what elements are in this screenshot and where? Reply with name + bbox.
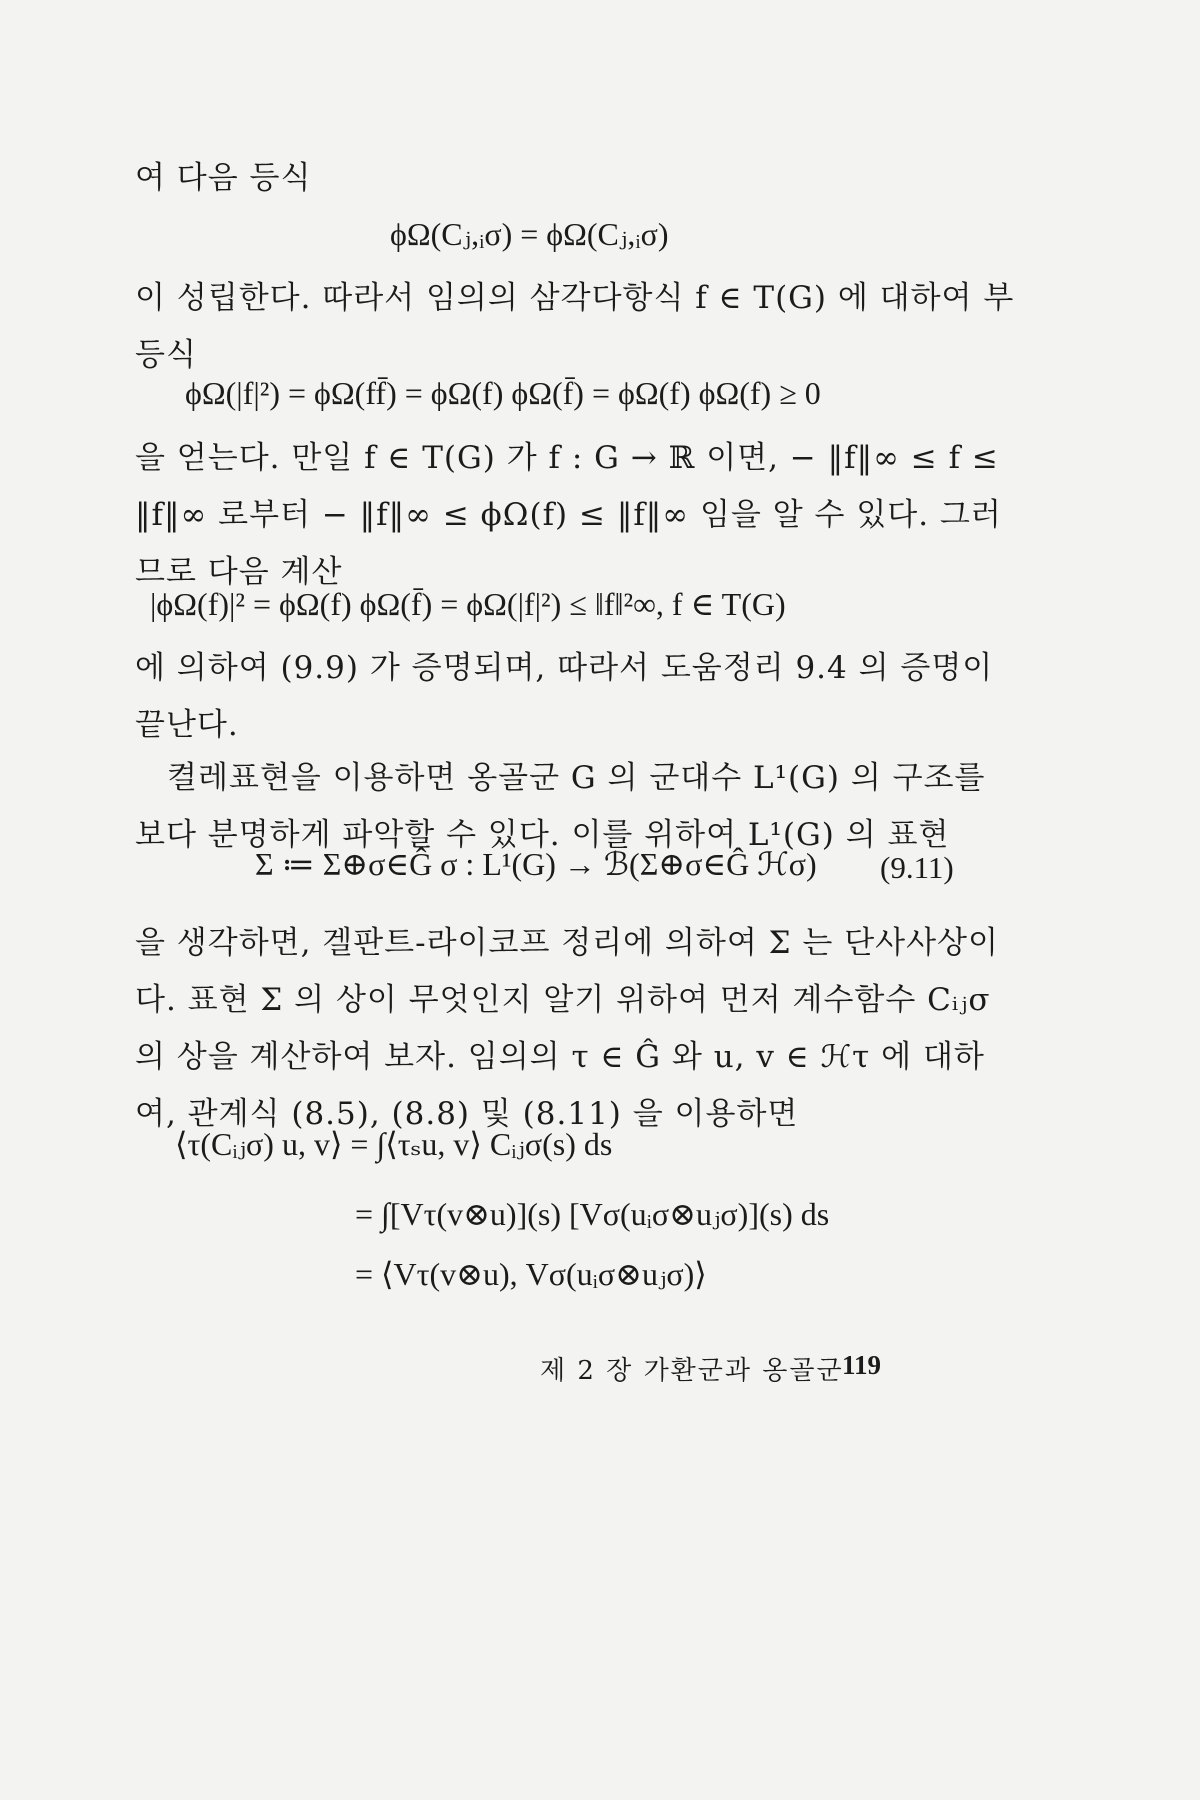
page-number: 119	[842, 1350, 882, 1380]
equation-conjugate-coefficient: ϕΩ(Cⱼ,ᵢσ) = ϕΩ(Cⱼ,ᵢσ)	[390, 216, 669, 252]
paragraph: 을 생각하면, 겔판트-라이코프 정리에 의하여 Σ 는 단사사상이다. 표현 Σ 의 상이 무엇인지 알기 위하여 먼저 계수함수 Cᵢⱼσ 의 상을 계산하여 보자. 임의의 τ ∈ Ĝ 와 u, v ∈ ℋτ 에 대하여, 관계식 (8.5), (8.8) 및 (8.11) 을 이용하면	[135, 925, 999, 1132]
paragraph: 켤레표현을 이용하면 옹골군 G 의 군대수 L¹(G) 의 구조를 보다 분명하게 파악할 수 있다. 이를 위하여 L¹(G) 의 표현	[135, 760, 986, 853]
equation-number: (9.11)	[880, 850, 954, 885]
equation-sigma-representation: Σ ≔ Σ⊕σ∈Ĝ σ : L¹(G) → ℬ(Σ⊕σ∈Ĝ ℋσ)	[255, 846, 817, 882]
equation-line-2: = ∫[Vτ(v⊗u)](s) [Vσ(uᵢσ⊗uⱼσ)](s) ds	[355, 1196, 830, 1232]
running-footer: 제 2 장 가환군과 옹골군	[540, 1356, 844, 1386]
equation-positivity: ϕΩ(|f|²) = ϕΩ(ff̄) = ϕΩ(f) ϕΩ(f̄) = ϕΩ(f) ϕΩ(f) ≥ 0	[185, 375, 821, 411]
paragraph: 에 의하여 (9.9) 가 증명되며, 따라서 도움정리 9.4 의 증명이 끝난다.	[135, 650, 994, 743]
equation-line-1: ⟨τ(Cᵢⱼσ) u, v⟩ = ∫⟨τₛu, v⟩ Cᵢⱼσ(s) ds	[175, 1126, 613, 1162]
paragraph: 여 다음 등식	[135, 160, 312, 196]
equation-norm-bound: |ϕΩ(f)|² = ϕΩ(f) ϕΩ(f̄) = ϕΩ(|f|²) ≤ ‖f‖²∞, f ∈ T(G)	[150, 586, 786, 622]
equation-line-3: = ⟨Vτ(v⊗u), Vσ(uᵢσ⊗uⱼσ)⟩	[355, 1256, 707, 1292]
paragraph: 을 얻는다. 만일 f ∈ T(G) 가 f : G → ℝ 이면, − ‖f‖∞ ≤ f ≤ ‖f‖∞ 로부터 − ‖f‖∞ ≤ ϕΩ(f) ≤ ‖f‖∞ 임을 알 수 있다. 그러므로 다음 계산	[135, 440, 1002, 590]
paragraph: 이 성립한다. 따라서 임의의 삼각다항식 f ∈ T(G) 에 대하여 부등식	[135, 280, 1015, 373]
